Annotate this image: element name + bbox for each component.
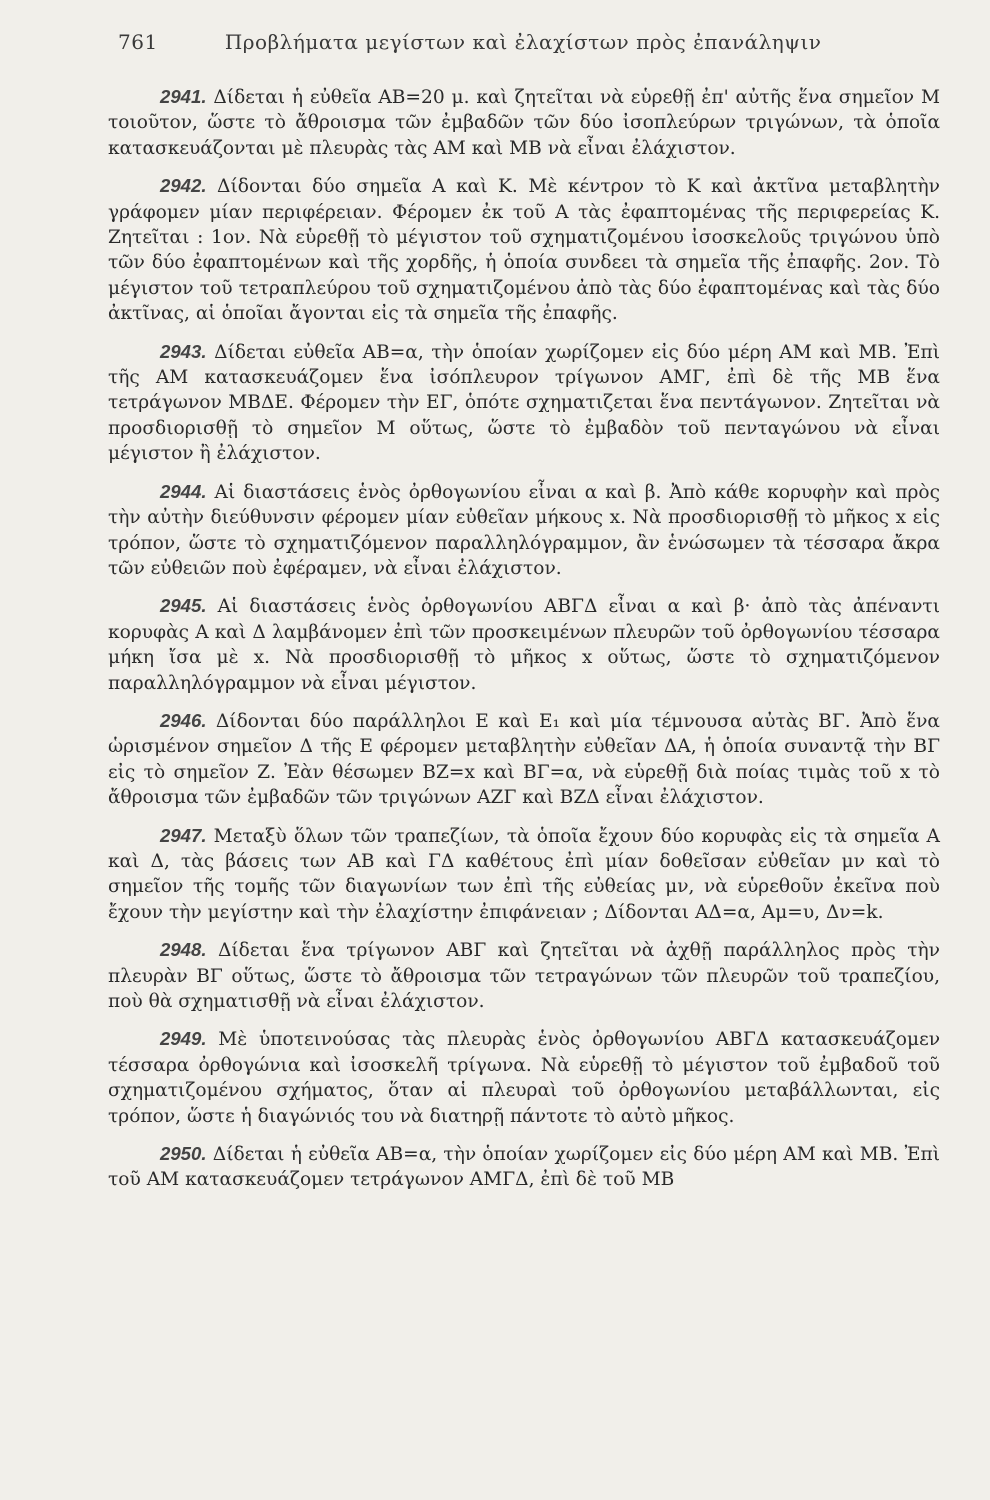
problem-text: Αἱ διαστάσεις ἑνὸς ὀρθογωνίου ΑΒΓΔ εἶναι α καὶ β· ἀπὸ τὰς ἀπέναντι κορυφὰς Α καὶ Δ λαμβάνομεν ἐπὶ τῶν προσκειμένων πλευρῶν τοῦ ὀρθογωνίου τέσσαρα μήκη ἴσα μὲ x. Νὰ προσδιορισθῇ τὸ μῆκος x οὕτως, ὥστε τὸ σχηματιζόμενον παραλληλόγραμμον νὰ εἶναι μέγιστον.	[108, 596, 940, 694]
problem-number: 2942.	[160, 175, 207, 197]
page-header	[118, 30, 838, 54]
problems-body	[108, 84, 940, 1205]
problem-text: Δίδονται δύο παράλληλοι Ε καὶ Ε₁ καὶ μία τέμνουσα αὐτὰς ΒΓ. Ἀπὸ ἕνα ὡρισμένον σημεῖον Δ τῆς Ε φέρομεν μεταβλητὴν εὐθεῖαν ΔΑ, ἡ ὁποία συναντᾷ τὴν ΒΓ εἰς τὸ σημεῖον Ζ. Ἐὰν θέσωμεν ΒΖ=x καὶ ΒΓ=α, νὰ εὑρεθῇ διὰ ποίας τιμὰς τοῦ x τὸ ἄθροισμα τῶν ἐμβαδῶν τῶν τριγώνων ΑΖΓ καὶ ΒΖΔ εἶναι ἐλάχιστον.	[108, 710, 940, 809]
problem-2947	[108, 823, 940, 926]
problem-2948	[108, 937, 940, 1014]
problem-text: Δίδεται ἡ εὐθεῖα ΑΒ=α, τὴν ὁποίαν χωρίζομεν εἰς δύο μέρη ΑΜ καὶ ΜΒ. Ἐπὶ τοῦ ΑΜ κατασκευάζομεν τετράγωνον ΑΜΓΔ, ἐπὶ δὲ τοῦ ΜΒ	[108, 1144, 940, 1191]
problem-2950	[108, 1141, 940, 1193]
problem-2945	[108, 593, 940, 696]
problem-text: Δίδεται εὐθεῖα ΑΒ=α, τὴν ὁποίαν χωρίζομεν εἰς δύο μέρη ΑΜ καὶ ΜΒ. Ἐπὶ τῆς ΑΜ κατασκευάζομεν ἕνα ἰσόπλευρον τρίγωνον ΑΜΓ, ἐπὶ δὲ τῆς ΜΒ ἕνα τετράγωνον ΜΒΔΕ. Φέρομεν τὴν ΕΓ, ὁπότε σχηματιζεται ἕνα πεντάγωνον. Ζητεῖται νὰ προσδιορισθῇ τὸ σημεῖον Μ οὕτως, ὥστε τὸ ἐμβαδὸν τοῦ πενταγώνου νὰ εἶναι μέγιστον ἢ ἐλάχιστον.	[108, 341, 940, 465]
problem-2941	[108, 84, 940, 161]
problem-text: Μεταξὺ ὅλων τῶν τραπεζίων, τὰ ὁποῖα ἔχουν δύο κορυφὰς εἰς τὰ σημεῖα Α καὶ Δ, τὰς βάσεις των ΑΒ καὶ ΓΔ καθέτους ἐπὶ μίαν δοθεῖσαν εὐθεῖαν μν καὶ τὸ σημεῖον τῆς τομῆς τῶν διαγωνίων των ἐπὶ τῆς εὐθείας μν, νὰ εὑρεθοῦν ἐκεῖνα ποὺ ἔχουν τὴν μεγίστην καὶ τὴν ἐλαχίστην ἐπιφάνειαν ; Δίδονται ΑΔ=α, Αμ=υ, Δν=k.	[108, 825, 940, 923]
problem-2949	[108, 1026, 940, 1129]
problem-number: 2947.	[160, 824, 207, 846]
problem-number: 2948.	[160, 939, 207, 961]
problem-text: Δίδεται ἡ εὐθεῖα ΑΒ=20 μ. καὶ ζητεῖται νὰ εὑρεθῇ ἐπ' αὐτῆς ἕνα σημεῖον Μ τοιοῦτον, ὥστε τὸ ἄθροισμα τῶν ἐμβαδῶν τῶν δύο ἰσοπλεύρων τριγώνων, τὰ ὁποῖα κατασκευάζονται μὲ πλευρὰς τὰς ΑΜ καὶ ΜΒ νὰ εἶναι ἐλάχιστον.	[108, 87, 940, 159]
problem-number: 2943.	[160, 340, 207, 362]
problem-number: 2944.	[160, 480, 207, 502]
problem-number: 2941.	[160, 86, 207, 107]
problem-2946	[108, 708, 940, 811]
problem-text: Δίδεται ἕνα τρίγωνον ΑΒΓ καὶ ζητεῖται νὰ ἀχθῇ παράλληλος πρὸς τὴν πλευρὰν ΒΓ οὕτως, ὥστε τὸ ἄθροισμα τῶν τετραγώνων τῶν πλευρῶν τοῦ τραπεζίου, ποὺ θὰ σχηματισθῇ νὰ εἶναι ἐλάχιστον.	[108, 940, 940, 1012]
problem-2944	[108, 479, 940, 582]
page-number: 761	[118, 30, 158, 54]
running-title: Προβλήματα μεγίστων καὶ ἐλαχίστων πρὸς ἐπανάληψιν	[224, 30, 822, 54]
problem-number: 2946.	[160, 709, 207, 731]
problem-2942	[108, 173, 940, 326]
problem-text: Δίδονται δύο σημεῖα Α καὶ Κ. Μὲ κέντρον τὸ Κ καὶ ἀκτῖνα μεταβλητὴν γράφομεν μίαν περιφέρειαν. Φέρομεν ἐκ τοῦ Α τὰς ἐφαπτομένας τῆς περιφερείας Κ. Ζητεῖται : 1ον. Νὰ εὑρεθῇ τὸ μέγιστον τοῦ σχηματιζομένου ἰσοσκελοῦς τριγώνου ὑπὸ τῶν δύο ἐφαπτομένων καὶ τῆς χορδῆς, ἡ ὁποία συνδεει τὰ σημεῖα τῆς ἐπαφῆς. 2ον. Τὸ μέγιστον τοῦ τετραπλεύρου τοῦ σχηματιζομένου ἀπὸ τὰς δύο ἐφαπτομένας καὶ τὰς δύο ἀκτῖνας, αἱ ὁποῖαι ἄγονται εἰς τὰ σημεῖα τῆς ἐπαφῆς.	[108, 176, 940, 325]
problem-text: Αἱ διαστάσεις ἑνὸς ὀρθογωνίου εἶναι α καὶ β. Ἀπὸ κάθε κορυφὴν καὶ πρὸς τὴν αὐτὴν διεύθυνσιν φέρομεν μίαν εὐθεῖαν μήκους x. Νὰ προσδιορισθῇ τὸ μῆκος x εἰς τρόπον, ὥστε τὸ σχηματιζόμενον παραλληλόγραμμον, ἂν ἑνώσωμεν τὰ τέσσαρα ἄκρα τῶν εὐθειῶν ποὺ ἐφέραμεν, νὰ εἶναι ἐλάχιστον.	[108, 481, 940, 579]
problem-number: 2949.	[160, 1028, 207, 1050]
problem-number: 2950.	[160, 1143, 207, 1165]
problem-2943	[108, 339, 940, 467]
problem-text: Μὲ ὑποτεινούσας τὰς πλευρὰς ἑνὸς ὀρθογωνίου ΑΒΓΔ κατασκευάζομεν τέσσαρα ὀρθογώνια καὶ ἰσοσκελῆ τρίγωνα. Νὰ εὑρεθῇ τὸ μέγιστον τοῦ ἐμβαδοῦ τοῦ σχηματιζομένου σχήματος, ὅταν αἱ πλευραὶ τοῦ ὀρθογωνίου μεταβάλλωνται, εἰς τρόπον, ὥστε ἡ διαγώνιός του νὰ διατηρῇ πάντοτε τὸ αὐτὸ μῆκος.	[108, 1029, 941, 1127]
problem-number: 2945.	[160, 595, 207, 617]
